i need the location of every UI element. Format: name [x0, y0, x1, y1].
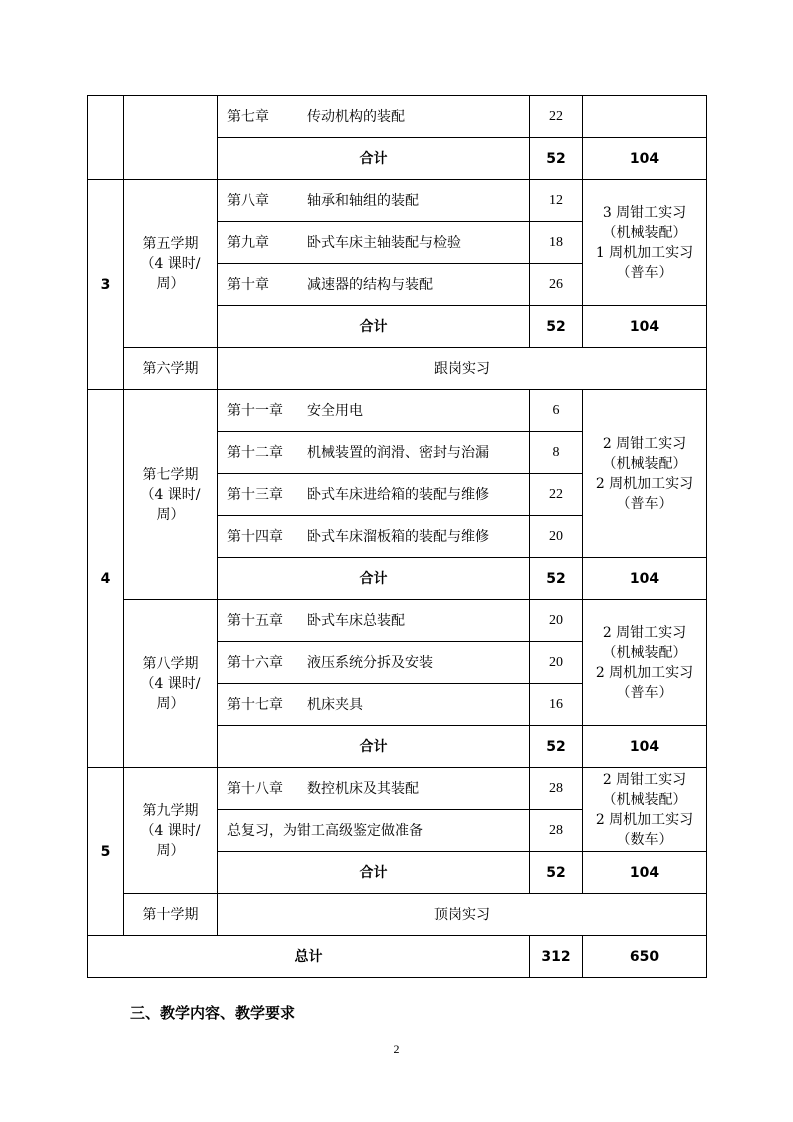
hours-cell: 28: [530, 768, 583, 810]
year-cell: 4: [88, 390, 124, 768]
internship-cell: 顶岗实习: [218, 894, 707, 936]
table-row: [88, 390, 707, 432]
review-cell: 总复习，为钳工高级鉴定做准备: [218, 810, 530, 852]
page-number: 2: [393, 1042, 400, 1056]
subtotal-label: 合计: [218, 138, 530, 180]
hours-cell: 20: [530, 600, 583, 642]
table-row: [88, 96, 707, 138]
subtotal-label: 合计: [218, 852, 530, 894]
hours-cell: 18: [530, 222, 583, 264]
hours-cell: 26: [530, 264, 583, 306]
semester-cell: 第十学期: [124, 894, 218, 936]
year-cell: [88, 96, 124, 180]
semester-cell: 第九学期 （4 课时/ 周）: [124, 768, 218, 894]
chapter-cell: 第十章 减速器的结构与装配: [218, 264, 530, 306]
total-row: [88, 936, 707, 978]
semester-cell: 第七学期 （4 课时/ 周）: [124, 390, 218, 600]
table-row: [88, 180, 707, 222]
hours-cell: 20: [530, 642, 583, 684]
chapter-cell: 第十八章 数控机床及其装配: [218, 768, 530, 810]
subtotal-hours: 52: [530, 726, 583, 768]
subtotal-hours: 52: [530, 852, 583, 894]
chapter-cell: 第九章 卧式车床主轴装配与检验: [218, 222, 530, 264]
hours-cell: 6: [530, 390, 583, 432]
chapter-cell: 第十三章 卧式车床进给箱的装配与维修: [218, 474, 530, 516]
total-label: 总计: [88, 936, 530, 978]
subtotal-weeks: 104: [583, 558, 707, 600]
semester-cell: 第六学期: [124, 348, 218, 390]
practice-cell: [583, 96, 707, 138]
semester-cell: 第五学期 （4 课时/ 周）: [124, 180, 218, 348]
subtotal-weeks: 104: [583, 138, 707, 180]
hours-cell: 16: [530, 684, 583, 726]
teaching-schedule-table: [87, 95, 707, 978]
semester-cell: [124, 96, 218, 180]
chapter-cell: 第十六章 液压系统分拆及安装: [218, 642, 530, 684]
section-heading: 三、教学内容、教学要求: [130, 1004, 296, 1022]
chapter-cell: 第七章 传动机构的装配: [218, 96, 530, 138]
practice-cell: 2 周钳工实习 （机械装配） 2 周机加工实习 （普车）: [583, 390, 707, 558]
practice-cell: 2 周钳工实习 （机械装配） 2 周机加工实习 （普车）: [583, 600, 707, 726]
practice-cell: 3 周钳工实习 （机械装配） 1 周机加工实习 （普车）: [583, 180, 707, 306]
chapter-cell: 第十七章 机床夹具: [218, 684, 530, 726]
subtotal-hours: 52: [530, 306, 583, 348]
hours-cell: 8: [530, 432, 583, 474]
hours-cell: 28: [530, 810, 583, 852]
internship-row: [88, 894, 707, 936]
hours-cell: 12: [530, 180, 583, 222]
subtotal-weeks: 104: [583, 306, 707, 348]
chapter-cell: 第十一章 安全用电: [218, 390, 530, 432]
subtotal-weeks: 104: [583, 852, 707, 894]
chapter-cell: 第十二章 机械装置的润滑、密封与治漏: [218, 432, 530, 474]
total-weeks: 650: [583, 936, 707, 978]
year-cell: 5: [88, 768, 124, 936]
hours-cell: 22: [530, 96, 583, 138]
subtotal-label: 合计: [218, 726, 530, 768]
practice-cell: 2 周钳工实习 （机械装配） 2 周机加工实习 （数车）: [583, 768, 707, 852]
subtotal-label: 合计: [218, 558, 530, 600]
hours-cell: 22: [530, 474, 583, 516]
subtotal-hours: 52: [530, 138, 583, 180]
subtotal-hours: 52: [530, 558, 583, 600]
chapter-cell: 第十四章 卧式车床溜板箱的装配与维修: [218, 516, 530, 558]
semester-cell: 第八学期 （4 课时/ 周）: [124, 600, 218, 768]
hours-cell: 20: [530, 516, 583, 558]
total-hours: 312: [530, 936, 583, 978]
chapter-cell: 第十五章 卧式车床总装配: [218, 600, 530, 642]
chapter-cell: 第八章 轴承和轴组的装配: [218, 180, 530, 222]
table-row: [88, 768, 707, 810]
year-cell: 3: [88, 180, 124, 390]
table-row: [88, 600, 707, 642]
internship-cell: 跟岗实习: [218, 348, 707, 390]
subtotal-label: 合计: [218, 306, 530, 348]
subtotal-weeks: 104: [583, 726, 707, 768]
internship-row: [88, 348, 707, 390]
